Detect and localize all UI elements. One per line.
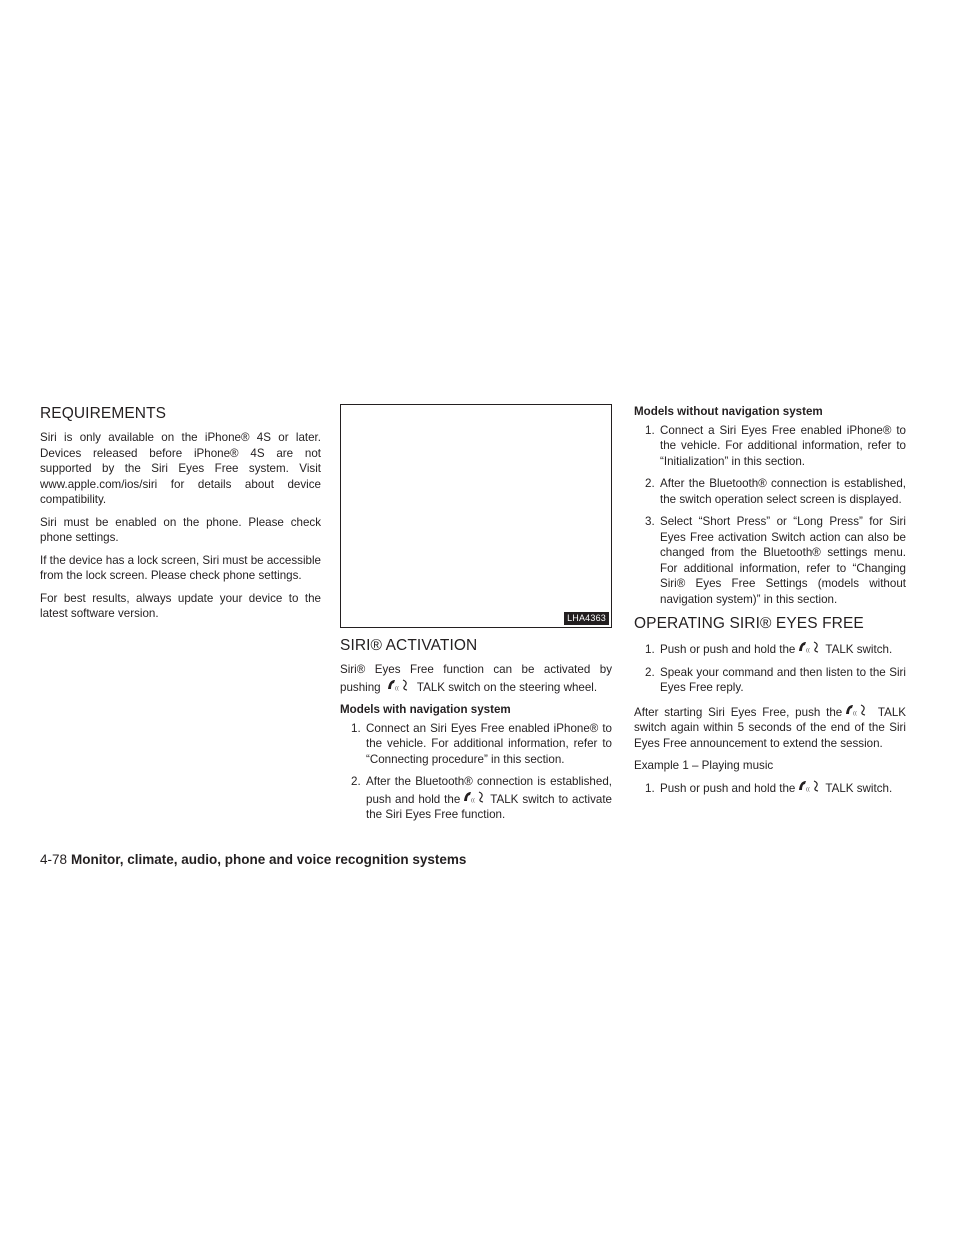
- example-label: Example 1 – Playing music: [634, 759, 774, 772]
- without-nav-heading: Models without navigation system: [634, 405, 823, 418]
- operating-heading: OPERATING SIRI® EYES FREE: [634, 615, 864, 632]
- list-item: 1. Connect an Siri Eyes Free enabled iPhone® to the vehicle. For additional information, refer to “Connecting procedure” in this section.: [351, 721, 612, 766]
- without-nav-list: [634, 423, 906, 608]
- activation-heading: SIRI® ACTIVATION: [340, 637, 478, 654]
- requirements-heading: REQUIREMENTS: [40, 405, 167, 422]
- operating-list: [634, 640, 906, 696]
- list-item: 2. Speak your command and then listen to the Siri Eyes Free reply.: [645, 665, 906, 694]
- list-item: 1. Connect a Siri Eyes Free enabled iPhone® to the vehicle. For additional information, refer to “Initialization” in this section.: [645, 423, 906, 468]
- svg-text:((: ((: [394, 685, 399, 692]
- with-nav-heading: Models with navigation system: [340, 703, 511, 716]
- talk-switch-icon: [797, 779, 821, 793]
- activation-intro: [340, 662, 612, 695]
- operating-paragraph: After starting Siri Eyes Free, push the (( TALK switch again within 5 seconds of the end of the Siri Eyes Free announcement to extend the session.: [634, 703, 906, 752]
- requirements-paragraph: Siri must be enabled on the phone. Please check phone settings.: [40, 515, 321, 544]
- talk-switch-icon: [462, 790, 486, 804]
- operating-section: [634, 404, 906, 803]
- activation-intro-after: TALK switch on the steering wheel.: [416, 680, 598, 694]
- svg-text:((: ((: [806, 648, 811, 654]
- requirements-section: [40, 404, 321, 629]
- activation-intro-before: Siri® Eyes Free function can be activated by pushing: [340, 663, 612, 694]
- activation-section: [340, 404, 612, 830]
- svg-text:((: ((: [806, 786, 811, 793]
- example-list: [634, 779, 906, 797]
- figure-box: [340, 404, 612, 628]
- svg-text:((: ((: [471, 797, 476, 804]
- requirements-paragraph: If the device has a lock screen, Siri must be accessible from the lock screen. Please check phone settings.: [40, 553, 321, 582]
- list-item: 1. Push or push and hold the (( TALK switch.: [634, 779, 906, 797]
- list-item: 1. Push or push and hold the (( TALK switch.: [634, 640, 906, 658]
- list-item: 2. After the Bluetooth® connection is established, the switch operation select screen is displayed.: [645, 477, 906, 506]
- talk-switch-icon: [386, 678, 410, 692]
- figure-label: LHA4363: [564, 612, 609, 625]
- requirements-paragraph: Siri is only available on the iPhone® 4S or later. Devices released before iPhone® 4S are not supported by the Siri Eyes Free system. Visit www.apple.com/ios/siri for details about device compatibility.: [40, 431, 321, 506]
- list-item: 3. Select “Short Press” or “Long Press” for Siri Eyes Free activation Switch action can also be changed from the Bluetooth® settings menu. For additional information, refer to “Changing Siri® Eyes Free Settings (models without navigation system)” in this section.: [645, 515, 906, 606]
- section-title: Monitor, climate, audio, phone and voice recognition systems: [71, 852, 467, 867]
- with-nav-list: [340, 721, 612, 823]
- requirements-paragraph: For best results, always update your device to the latest software version.: [40, 591, 321, 620]
- page-footer: [40, 851, 466, 869]
- page-number: 4-78: [40, 852, 68, 867]
- svg-text:((: ((: [853, 710, 858, 717]
- talk-switch-icon: [797, 640, 821, 654]
- talk-switch-icon: [844, 703, 868, 717]
- list-item: 2. After the Bluetooth® connection is established, push and hold the (( TALK switch to activate the Siri Eyes Free function.: [351, 775, 613, 821]
